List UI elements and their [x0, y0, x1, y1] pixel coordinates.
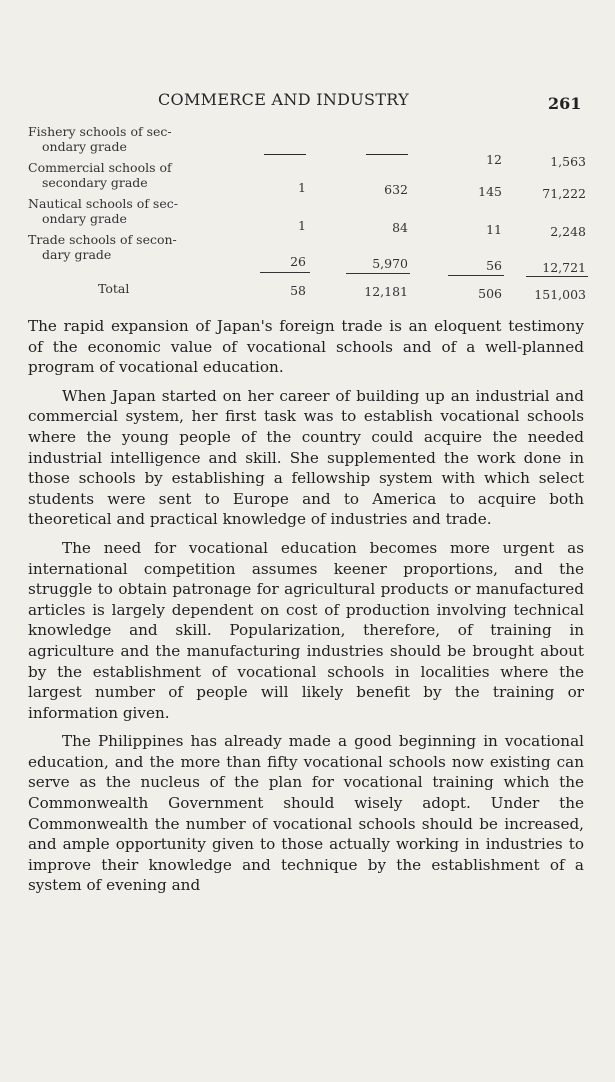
row-label-line1: Nautical schools of sec-: [28, 196, 178, 211]
table-cell: 5,970: [372, 256, 408, 271]
paragraph: The rapid expansion of Japan's foreign trade is an eloquent testimony of the economic value of vocational schools and of a well-planned program of vocational education.: [28, 317, 584, 377]
table-cell: 11: [486, 222, 502, 237]
table-cell: 56: [486, 258, 502, 273]
page-number: 261: [548, 94, 582, 113]
total-rule: [526, 276, 588, 277]
table-cell: 71,222: [542, 186, 586, 201]
row-label-line2: ondary grade: [42, 211, 127, 226]
table-row: [28, 196, 588, 239]
running-head-title: COMMERCE AND INDUSTRY: [158, 90, 410, 109]
row-label-line1: Commercial schools of: [28, 160, 172, 175]
school-statistics-table: [28, 124, 588, 314]
paragraph: When Japan started on her career of building up an industrial and commercial system, her first task was to establish vocational schools where the young people of the country could acquire the needed industrial intelligence and skill. She supplemented the work done in those schools by establishing a fellowship system with which select students were sent to Europe and to America to acquire both theoretical and practical knowledge of industries and trade.: [28, 386, 584, 529]
total-row: [28, 278, 588, 318]
table-cell: 84: [392, 220, 408, 235]
empty-dash: [328, 146, 408, 161]
body-text: [28, 316, 584, 904]
table-cell: 1: [298, 180, 306, 195]
table-cell: 632: [384, 182, 408, 197]
table-row: [28, 160, 588, 200]
row-label-line2: dary grade: [42, 247, 112, 262]
total-rule: [346, 273, 410, 274]
empty-dash: [246, 146, 306, 161]
paragraph: The Philippines has already made a good beginning in vocational education, and the more than fifty vocational schools now existing can serve as the nucleus of the plan for vocational training which the Commonwealth Government should wisely adopt. Under the Commonwealth the number of vocational schools should be increased, and ample opportunity given to those actually working in industries to improve their knowledge and technique by the establishment of a system of evening and: [28, 732, 584, 895]
row-label: [28, 124, 228, 154]
row-label: [28, 232, 228, 262]
paragraph: The need for vocational education becomes more urgent as international competition assumes keener proportions, and the struggle to obtain patronage for agricultural products or manufactured articles is largely dependent on cost of production involving technical knowledge and skill. Popularization, therefore, of training in agriculture and the manufacturing industries should be brought about by the establishment of vocational schools in localities where the largest number of people will likely benefit by the training or information given.: [28, 538, 584, 722]
total-label: Total: [98, 281, 130, 296]
total-cell: 151,003: [534, 287, 586, 302]
table-cell: 26: [290, 254, 306, 269]
row-label-line2: ondary grade: [42, 139, 127, 154]
total-cell: 58: [290, 283, 306, 298]
total-rule: [448, 275, 504, 276]
row-label-line2: secondary grade: [42, 175, 148, 190]
row-label: [28, 160, 228, 190]
table-cell: 2,248: [550, 224, 586, 239]
table-cell: 1: [298, 218, 306, 233]
running-head: [0, 86, 615, 116]
row-label: [28, 196, 228, 226]
total-cell: 506: [478, 286, 502, 301]
table-cell: 145: [478, 184, 502, 199]
table-cell: 12: [486, 152, 502, 167]
table-cell: 1,563: [550, 154, 586, 169]
table-cell: 12,721: [542, 260, 586, 275]
row-label-line1: Fishery schools of sec-: [28, 124, 172, 139]
row-label-line1: Trade schools of secon-: [28, 232, 177, 247]
total-rule: [260, 272, 310, 273]
total-cell: 12,181: [364, 284, 408, 299]
table-row: [28, 232, 588, 275]
